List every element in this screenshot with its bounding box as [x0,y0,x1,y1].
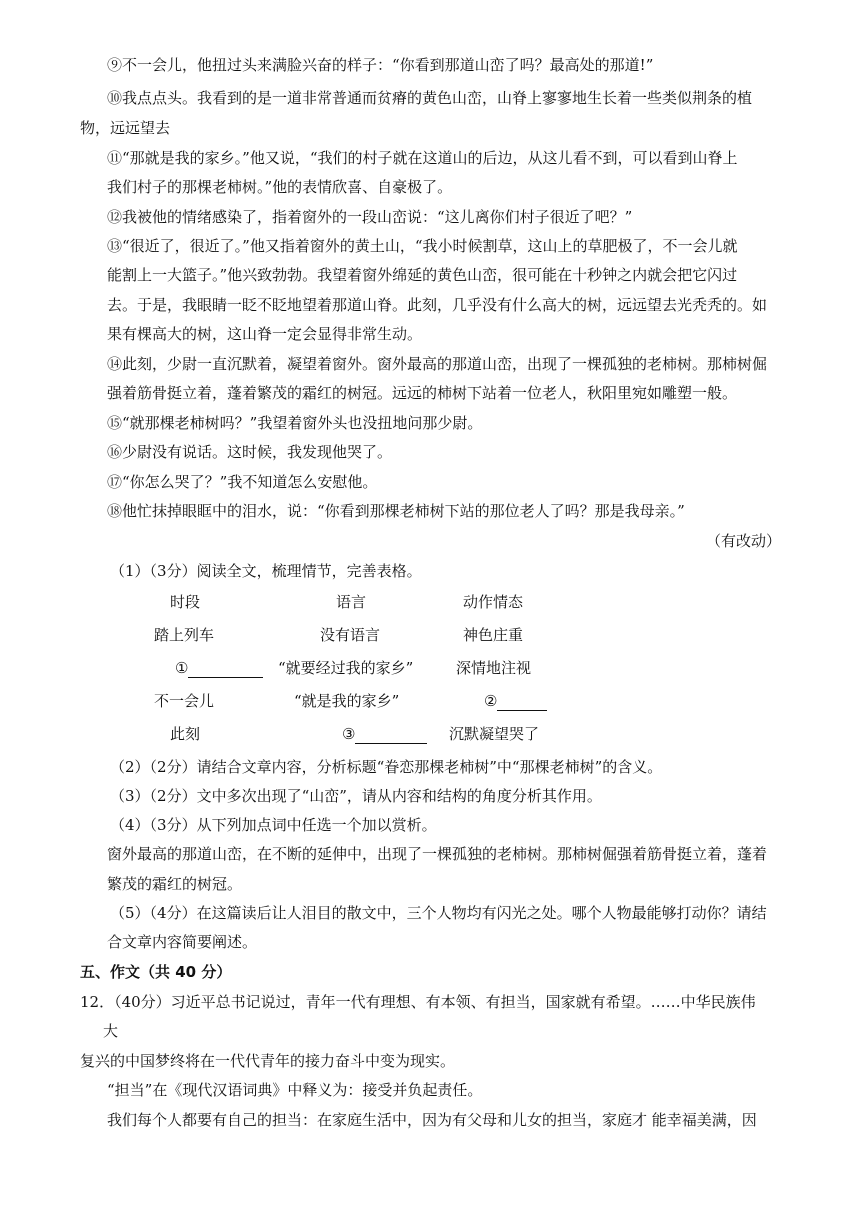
question-4-text-line-2: 繁茂的霜红的树冠。 [107,875,243,893]
paragraph-11-line-2: 我们村子的那棵老柿树。”他的表情欣喜、自豪极了。 [107,178,453,196]
question-2: （2）（2分）请结合文章内容，分析标题“眷恋那棵老柿树”中“那棵老柿树”的含义。 [110,758,663,776]
question-12-line-2: 大 [103,1022,119,1040]
question-3: （3）（2分）文中多次出现了“山峦”，请从内容和结构的角度分析其作用。 [110,787,602,805]
table-cell-r4-period: 此刻 [170,725,201,743]
question-12-line-4: “担当”在《现代汉语词典》中释义为：接受并负起责任。 [107,1081,483,1099]
blank-marker-2: ② [484,692,498,710]
paragraph-18: ⑱他忙抹掉眼眶中的泪水，说：“你看到那棵老柿树下站的那位老人了吗？那是我母亲。” [107,502,685,520]
paragraph-16: ⑯少尉没有说话。这时候，我发现他哭了。 [107,443,393,461]
table-cell-r2-period-blank [175,658,263,678]
table-cell-r4-action: 沉默凝望哭了 [449,725,540,743]
table-cell-r3-period: 不一会儿 [154,692,215,710]
section-5-heading: 五、作文（共 40 分） [80,963,232,981]
paragraph-14-line-2: 强着筋骨挺立着，蓬着繁茂的霜红的树冠。远远的柿树下站着一位老人，秋阳里宛如雕塑一般。 [107,384,738,402]
answer-blank-2[interactable] [497,694,547,711]
question-12-line-3: 复兴的中国梦终将在一代代青年的接力奋斗中变为现实。 [80,1052,456,1070]
table-cell-r2-action: 深情地注视 [456,659,532,677]
question-1: （1）（3分）阅读全文，梳理情节，完善表格。 [110,562,422,580]
question-5-line-1: （5）（4分）在这篇读后让人泪目的散文中，三个人物均有闪光之处。哪个人物最能够打动你？请结 [110,904,767,922]
paragraph-12: ⑫我被他的情绪感染了，指着窗外的一段山峦说：“这儿离你们村子很近了吧？” [107,208,633,226]
question-12-line-1: 12．（40分）习近平总书记说过，青年一代有理想、有本领、有担当，国家就有希望。……中华民族伟 [80,993,756,1011]
paragraph-14-line-1: ⑭此刻，少尉一直沉默着，凝望着窗外。窗外最高的那道山峦，出现了一棵孤独的老柿树。那柿树倔 [107,355,768,373]
answer-blank-3[interactable] [355,727,427,744]
question-4: （4）（3分）从下列加点词中任选一个加以赏析。 [110,816,437,834]
table-header-action: 动作情态 [463,593,524,611]
table-header-period: 时段 [170,593,201,611]
question-12-line-5: 我们每个人都要有自己的担当：在家庭生活中，因为有父母和儿女的担当，家庭才 能幸福美满，因 [107,1111,757,1129]
paragraph-13-line-4: 果有棵高大的树，这山脊一定会显得非常生动。 [107,325,423,343]
paragraph-13-line-1: ⑬“很近了，很近了。”他又指着窗外的黄土山，“我小时候割草，这山上的草肥极了，不一会儿就 [107,237,738,255]
table-header-speech: 语言 [336,593,367,611]
blank-marker-1: ① [175,659,189,677]
paragraph-10-line-1: ⑩我点点头。我看到的是一道非常普通而贫瘠的黄色山峦，山脊上寥寥地生长着一些类似荆条的植 [107,89,753,107]
blank-marker-3: ③ [342,725,356,743]
source-note: （有改动） [706,532,782,550]
paragraph-15: ⑮“就那棵老柿树吗？”我望着窗外头也没扭地问那少尉。 [107,414,483,432]
question-4-text-line-1: 窗外最高的那道山峦，在不断的延伸中，出现了一棵孤独的老柿树。那柿树倔强着筋骨挺立着，蓬着 [107,845,768,863]
table-cell-r4-speech-blank [342,724,427,744]
table-cell-r2-speech: “就要经过我的家乡” [278,659,414,677]
table-cell-r1-speech: 没有语言 [320,626,381,644]
paragraph-10-line-2: 物，远远望去 [80,119,171,137]
table-cell-r3-speech: “就是我的家乡” [294,692,400,710]
table-cell-r1-action: 神色庄重 [463,626,524,644]
paragraph-11-line-1: ⑪“那就是我的家乡。”他又说，“我们的村子就在这道山的后边，从这儿看不到，可以看到山脊上 [107,149,738,167]
paragraph-17: ⑰“你怎么哭了？”我不知道怎么安慰他。 [107,473,378,491]
paragraph-9: ⑨不一会儿，他扭过头来满脸兴奋的样子：“你看到那道山峦了吗？最高处的那道!” [107,56,654,74]
paragraph-13-line-3: 去。于是，我眼睛一眨不眨地望着那道山脊。此刻，几乎没有什么高大的树，远远望去光秃秃的。如 [107,296,768,314]
answer-blank-1[interactable] [188,661,263,678]
table-cell-r1-period: 踏上列车 [154,626,215,644]
table-cell-r3-action-blank [484,691,547,711]
question-5-line-2: 合文章内容简要阐述。 [107,933,258,951]
paragraph-13-line-2: 能割上一大篮子。”他兴致勃勃。我望着窗外绵延的黄色山峦，很可能在十秒钟之内就会把它闪过 [107,266,738,284]
